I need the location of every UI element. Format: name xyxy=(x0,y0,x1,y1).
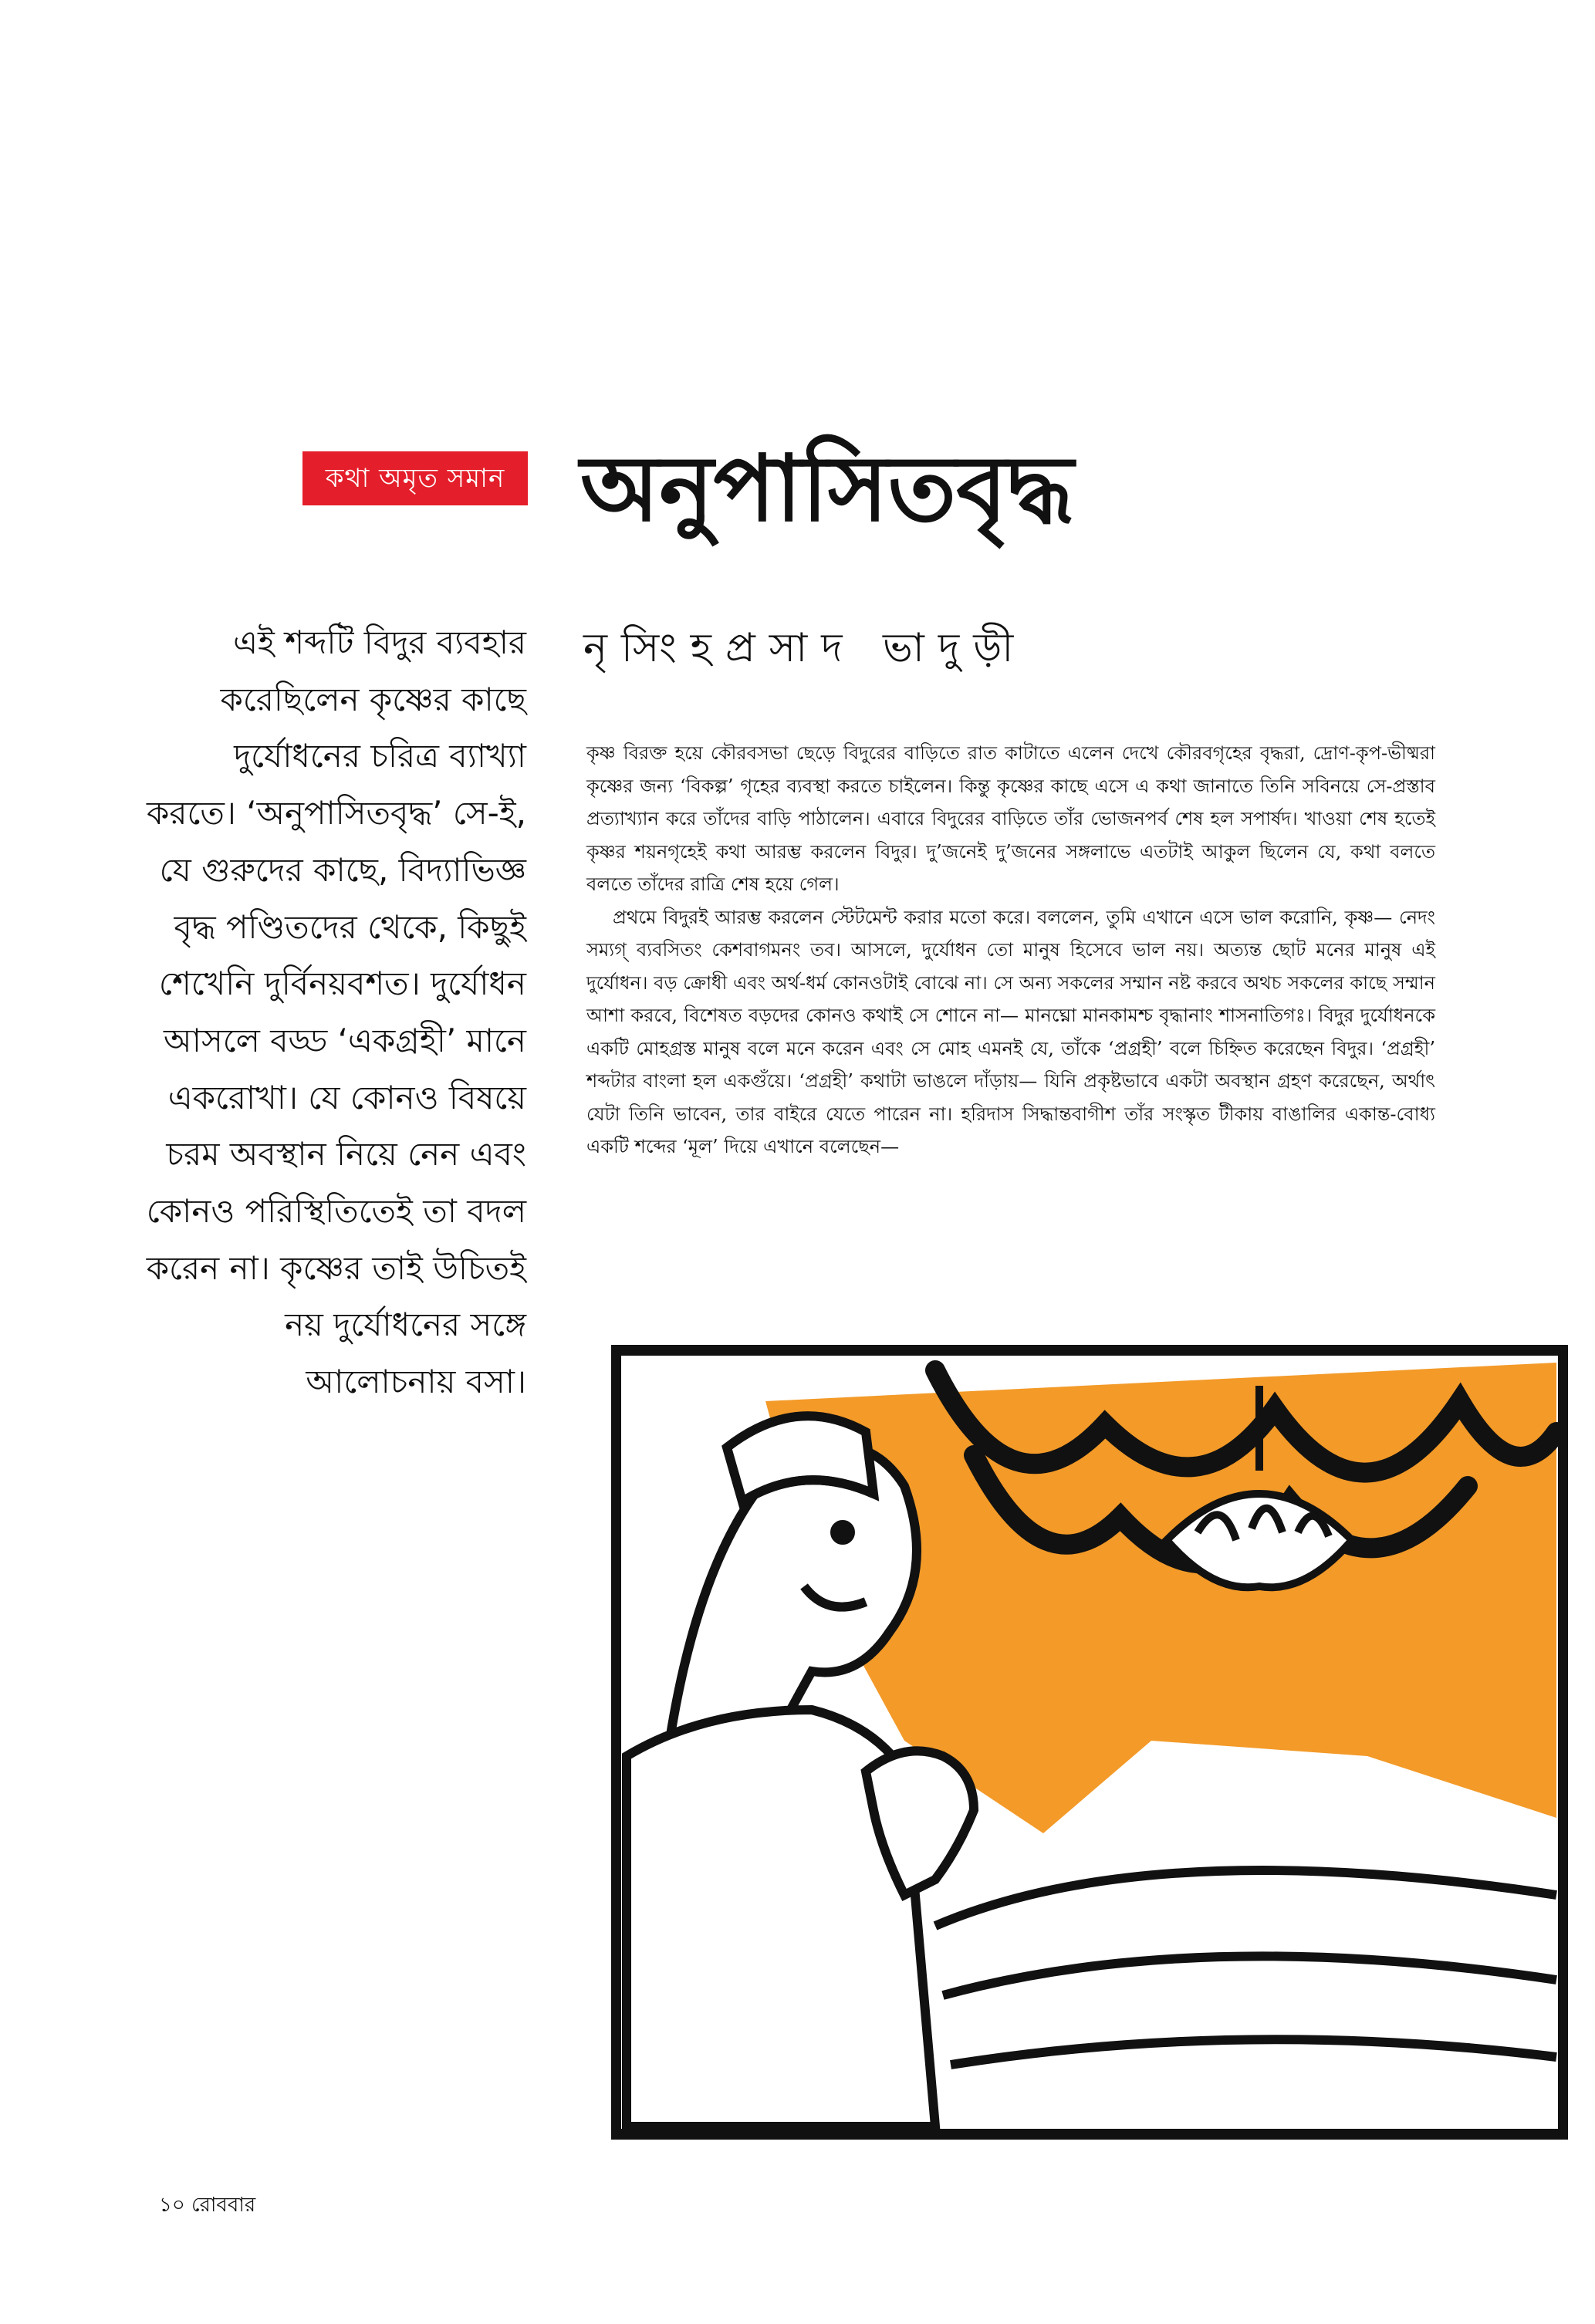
section-tag: কথা অমৃত সমান xyxy=(302,451,528,505)
body-paragraph-2: প্রথমে বিদুরই আরম্ভ করলেন স্টেটমেন্ট করার মতো করে। বললেন, তুমি এখানে এসে ভাল করোনি, কৃষ্ণ— নেদং সম্যগ্‌ ব্যবসিতং কেশবাগমনং তব। আসলে, দুর্যোধন তো মানুষ হিসেবে ভাল নয়। অত্যন্ত ছোট মনের মানুষ এই দুর্যোধন। বড় ক্রোধী এবং অর্থ-ধর্ম কোনওটাই বোঝে না। সে অন্য সকলের সম্মান নষ্ট করবে অথচ সকলের কাছে সম্মান আশা করবে, বিশেষত বড়দের কোনও কথাই সে শোনে না— মানঘ্নো মানকামশ্চ বৃদ্ধানাং শাসনাতিগঃ। বিদুর দুর্যোধনকে একটি মোহগ্রস্ত মানুষ বলে মনে করেন এবং সে মোহ এমনই যে, তাঁকে ‘প্রগ্রহী’ বলে চিহ্নিত করেছেন বিদুর। ‘প্রগ্রহী’ শব্দটার বাংলা হল একগুঁয়ে। ‘প্রগ্রহী’ কথাটা ভাঙলে দাঁড়ায়— যিনি প্রকৃষ্টভাবে একটা অবস্থান গ্রহণ করেছেন, অর্থাৎ যেটা তিনি ভাবেন, তার বাইরে যেতে পারেন না। হরিদাস সিদ্ধান্তবাগীশ তাঁর সংস্কৃত টীকায় বাঙালির একান্ত-বোধ্য একটি শব্দের ‘মূল’ দিয়ে এখানে বলেছেন— xyxy=(586,906,1435,1157)
author-name: নৃসিংহপ্রসাদ ভাদুড়ী xyxy=(583,625,1028,671)
pull-quote: এই শব্দটি বিদুর ব্যবহার করেছিলেন কৃষ্ণের কাছে দুর্যোধনের চরিত্র ব্যাখ্যা করতে। ‘অনুপাসিতবৃদ্ধ’ সে-ই, যে গুরুদের কাছে, বিদ্যাভিজ্ঞ বৃদ্ধ পণ্ডিতদের থেকে, কিছুই শেখেনি দুর্বিনয়বশত। দুর্যোধন আসলে বড্ড ‘একগ্রহী’ মানে একরোখা। যে কোনও বিষয়ে চরম অবস্থান নিয়ে নেন এবং কোনও পরিস্থিতিতেই তা বদল করেন না। কৃষ্ণের তাই উচিতই নয় দুর্যোধনের সঙ্গে আলোচনায় বসা। xyxy=(146,623,526,1401)
page-folio: ১০ রোববার xyxy=(159,2194,256,2217)
page-title: অনুপাসিতবৃদ্ধ xyxy=(580,435,1074,542)
article-body xyxy=(586,737,1435,1300)
illustration xyxy=(611,1339,1568,2145)
illustration-drawing xyxy=(611,1339,1568,2145)
body-paragraph-1: কৃষ্ণ বিরক্ত হয়ে কৌরবসভা ছেড়ে বিদুরের বাড়িতে রাত কাটাতে এলেন দেখে কৌরবগৃহের বৃদ্ধরা, দ্রোণ-কৃপ-ভীষ্মরা কৃষ্ণের জন্য ‘বিকল্প’ গৃহের ব্যবস্থা করতে চাইলেন। কিন্তু কৃষ্ণের কাছে এসে এ কথা জানাতে তিনি সবিনয়ে সে-প্রস্তাব প্রত্যাখ্যান করে তাঁদের বাড়ি পাঠালেন। এবারে বিদুরের বাড়িতে তাঁর ভোজনপর্ব শেষ হল সপার্ষদ। খাওয়া শেষ হতেই কৃষ্ণর শয়নগৃহেই কথা আরম্ভ করলেন বিদুর। দু’জনেই দু’জনের সঙ্গলাভে এতটাই আকুল ছিলেন যে, কথা বলতে বলতে তাঁদের রাত্রি শেষ হয়ে গেল। xyxy=(586,742,1435,895)
